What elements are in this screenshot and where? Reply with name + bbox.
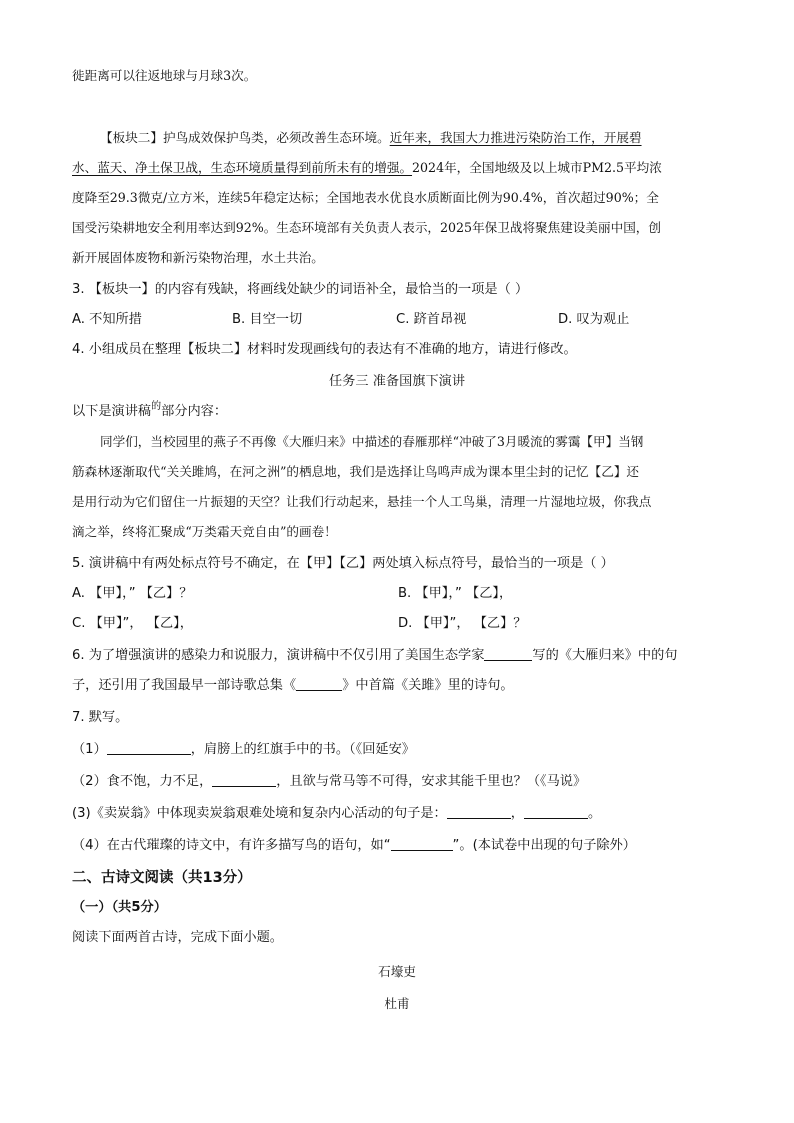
answer-blank [447, 804, 511, 819]
text-line: 度降至29.3微克/立方米，连续5年稳定达标；全国地表水优良水质断面比例为90.4%，首次超过90%；全 [72, 190, 659, 205]
answer-blank [484, 646, 532, 661]
q5-option-a: A. 【甲】，” 【乙】？ [72, 586, 193, 601]
question-6 [72, 646, 677, 666]
text-span: 6. 为了增强演讲的感染力和说服力，演讲稿中不仅引用了美国生态学家 [72, 648, 485, 663]
task-heading: 任务三 准备国旗下演讲 [328, 374, 466, 389]
q3-option-b: B. 目空一切 [232, 312, 303, 327]
text-span: 写的《大雁归来》中的句 [532, 648, 678, 663]
question-4: 4. 小组成员在整理【板块二】材料时发现画线句的表达有不准确的地方，请进行修改。 [72, 342, 577, 357]
text-span: (3)《卖炭翁》中体现卖炭翁艰难处境和复杂内心活动的句子是： [72, 806, 447, 821]
superscript-char: 的 [151, 401, 162, 412]
answer-blank [212, 772, 276, 787]
reading-instruction: 阅读下面两首古诗，完成下面小题。 [72, 930, 283, 945]
text-span: 子，还引用了我国最早一部诗歌总集《 [72, 678, 297, 693]
section-heading: 二、古诗文阅读（共13分） [72, 870, 252, 886]
text-span: 》中首篇《关雎》里的诗句。 [342, 678, 514, 693]
q7-item-4 [72, 836, 636, 856]
q3-option-d: D. 叹为观止 [558, 312, 630, 327]
poem-author: 杜甫 [384, 996, 410, 1011]
text-line: 新开展固体废物和新污染物治理，水土共治。 [72, 250, 324, 265]
text-span: ，且欲与常马等不可得，安求其能千里也？（《马说》 [276, 774, 587, 789]
text-span: ，肩膀上的红旗手中的书。（《回延安》 [190, 742, 415, 757]
speech-line: 同学们，当校园里的燕子不再像《大雁归来》中描述的春雁那样“冲破了3月暖流的雾霭【甲】当钢 [100, 434, 644, 449]
q7-item-3 [72, 804, 601, 824]
q5-option-c: C. 【甲】”， 【乙】， [72, 616, 193, 631]
answer-blank [391, 836, 453, 851]
speech-line: 滴之举，终将汇聚成“万类霜天竞自由”的画卷！ [72, 524, 337, 539]
question-7: 7. 默写。 [72, 710, 129, 725]
poem-title: 石壕吏 [378, 964, 416, 979]
text-line [72, 158, 662, 178]
q5-option-d: D. 【甲】”， 【乙】？ [398, 616, 527, 631]
answer-blank [524, 804, 588, 819]
text-span: 部分内容： [161, 404, 228, 419]
q7-item-1 [72, 740, 415, 760]
underlined-sentence: 水、蓝天、净土保卫战，生态环境质量得到前所未有的增强。 [72, 160, 413, 175]
q3-option-a: A. 不知所措 [72, 312, 142, 327]
q5-option-b: B. 【甲】，” 【乙】， [398, 586, 513, 601]
subsection-heading: （一）（共5分） [72, 900, 167, 915]
text-span: 2024年，全国地级及以上城市PM2.5平均浓 [412, 160, 662, 175]
speech-line: 筋森林逐渐取代“关关雎鸠，在河之洲”的栖息地，我们是选择让鸟鸣声成为课本里尘封的记忆【乙】还 [72, 464, 640, 479]
text-span: （1） [72, 742, 107, 757]
question-6-cont [72, 676, 514, 696]
question-5: 5. 演讲稿中有两处标点符号不确定，在【甲】【乙】两处填入标点符号，最恰当的一项是（ ） [72, 556, 614, 571]
text-line: 国受污染耕地安全利用率达到92%。生态环境部有关负责人表示，2025年保卫战将聚焦建设美丽中国，创 [72, 220, 661, 235]
text-span: （2）食不饱，力不足， [72, 774, 213, 789]
text-span: （4）在古代璀璨的诗文中，有许多描写鸟的语句，如“ [72, 838, 391, 853]
underlined-sentence: 近年来，我国大力推进污染防治工作，开展碧 [389, 130, 642, 145]
q3-option-c: C. 跻首昂视 [396, 312, 467, 327]
text-span: 。 [587, 806, 602, 821]
q7-item-2 [72, 772, 586, 792]
block2-heading: 【板块二】护鸟成效保护鸟类，必须改善生态环境。 [100, 130, 390, 145]
speech-line: 是用行动为它们留住一片振翅的天空？让我们行动起来，悬挂一个人工鸟巢，清理一片湿地垃圾，你我点 [72, 494, 652, 509]
text-span: 以下是演讲稿 [72, 404, 152, 419]
answer-blank [107, 740, 191, 755]
text-line: 徙距离可以往返地球与月球3次。 [72, 68, 257, 83]
section-block2-line [100, 128, 642, 148]
answer-blank [296, 676, 342, 691]
text-span: ， [510, 806, 524, 821]
text-span: ”。(本试卷中出现的句子除外） [452, 838, 636, 853]
question-3: 3. 【板块一】的内容有残缺，将画线处缺少的词语补全，最恰当的一项是（ ） [72, 282, 529, 297]
speech-intro [72, 402, 227, 423]
